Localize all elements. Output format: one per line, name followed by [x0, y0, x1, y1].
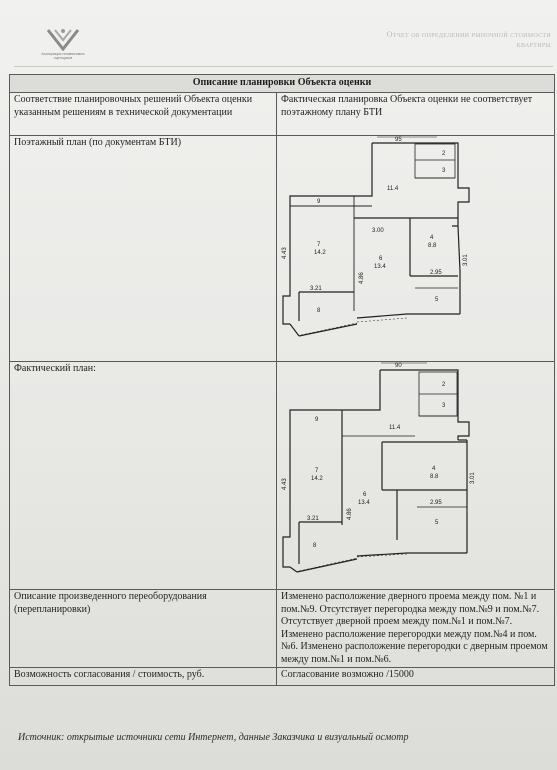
- compliance-label: Соответствие планировочных решений Объекта оценки указанным решениям в технической документации: [10, 93, 277, 136]
- bti-room-8-label: 8: [317, 308, 321, 314]
- bti-floor-plan: [277, 136, 555, 362]
- company-logo: [33, 27, 93, 65]
- actual-room-1-area: 11.4: [389, 425, 401, 431]
- report-title-line1: Отчет об определении рыночной стоимости: [386, 30, 551, 39]
- bti-room-1-area: 11.4: [387, 186, 399, 192]
- actual-room-4-area: 8.8: [430, 474, 439, 480]
- actual-room-7-label: 7: [315, 468, 319, 474]
- logo-emblem-icon: [46, 27, 80, 51]
- redevelopment-label: Описание произведенного переоборудования (перепланировки): [10, 590, 277, 668]
- bti-room-2-label: 2: [442, 151, 446, 157]
- layout-description-table: [9, 74, 555, 686]
- bti-dim-top: 95: [395, 137, 402, 143]
- bti-room-4-label: 4: [430, 235, 434, 241]
- redevelopment-value: Изменено расположение дверного проема между пом. №1 и пом.№9. Отсутствует перегородка между пом.№9 и пом.№7. Отсутствует дверной проем между пом.№1 и пом.№7. Изменено расположение перегородки между пом.№4 и пом.№6. Изменено расположение перегородки с дверным проемом между пом.№1 и пом.№6.: [277, 590, 555, 668]
- compliance-value: Фактическая планировка Объекта оценки не соответствует поэтажному плану БТИ: [277, 93, 555, 136]
- bti-plan-label: Поэтажный план (по документам БТИ): [10, 136, 277, 362]
- actual-room-6-area: 13.4: [358, 500, 370, 506]
- actual-room-3-label: 3: [442, 403, 446, 409]
- actual-plan-cell: [277, 362, 555, 590]
- actual-dim-top: 90: [395, 363, 402, 369]
- actual-room-4-label: 4: [432, 466, 436, 472]
- bti-dim-300: 3.00: [372, 228, 384, 234]
- bti-dim-443: 4.43: [282, 247, 288, 259]
- bti-dim-321: 3.21: [310, 286, 322, 292]
- bti-room-5-label: 5: [435, 297, 439, 303]
- logo-text: Ассоциация независимых оценщиков: [41, 52, 85, 60]
- bti-room-7-label: 7: [317, 242, 321, 248]
- approval-value: Согласование возможно /15000: [277, 668, 555, 686]
- bti-dim-301: 3.01: [463, 254, 469, 266]
- report-header: [291, 30, 551, 50]
- actual-dim-443: 4.43: [282, 478, 288, 490]
- bti-dim-486: 4.86: [359, 272, 365, 284]
- actual-room-2-label: 2: [442, 382, 446, 388]
- actual-dim-486: 4.86: [347, 508, 353, 520]
- bti-room-6-area: 13.4: [374, 264, 386, 270]
- actual-room-9-label: 9: [315, 417, 319, 423]
- bti-room-3-label: 3: [442, 168, 446, 174]
- actual-room-5-label: 5: [435, 520, 439, 526]
- table-title: Описание планировки Объекта оценки: [10, 75, 555, 93]
- bti-plan-cell: [277, 136, 555, 362]
- bti-dim-295: 2.95: [430, 270, 442, 276]
- actual-dim-321: 3.21: [307, 516, 319, 522]
- actual-room-8-label: 8: [313, 543, 317, 549]
- source-note: Источник: открытые источники сети Интернет, данные Заказчика и визуальный осмотр: [18, 732, 409, 743]
- actual-dim-295: 2.95: [430, 500, 442, 506]
- actual-room-6-label: 6: [363, 492, 367, 498]
- bti-room-9-label: 9: [317, 199, 321, 205]
- actual-floor-plan: [277, 362, 555, 590]
- report-title-line2: квартиры: [516, 40, 551, 49]
- bti-room-6-label: 6: [379, 256, 383, 262]
- bti-room-4-area: 8.8: [428, 243, 437, 249]
- actual-plan-label: Фактический план:: [10, 362, 277, 590]
- bti-room-7-area: 14.2: [314, 250, 326, 256]
- actual-dim-301: 3.01: [470, 472, 476, 484]
- header-divider: [14, 66, 553, 67]
- actual-room-7-area: 14.2: [311, 476, 323, 482]
- approval-label: Возможность согласования / стоимость, руб.: [10, 668, 277, 686]
